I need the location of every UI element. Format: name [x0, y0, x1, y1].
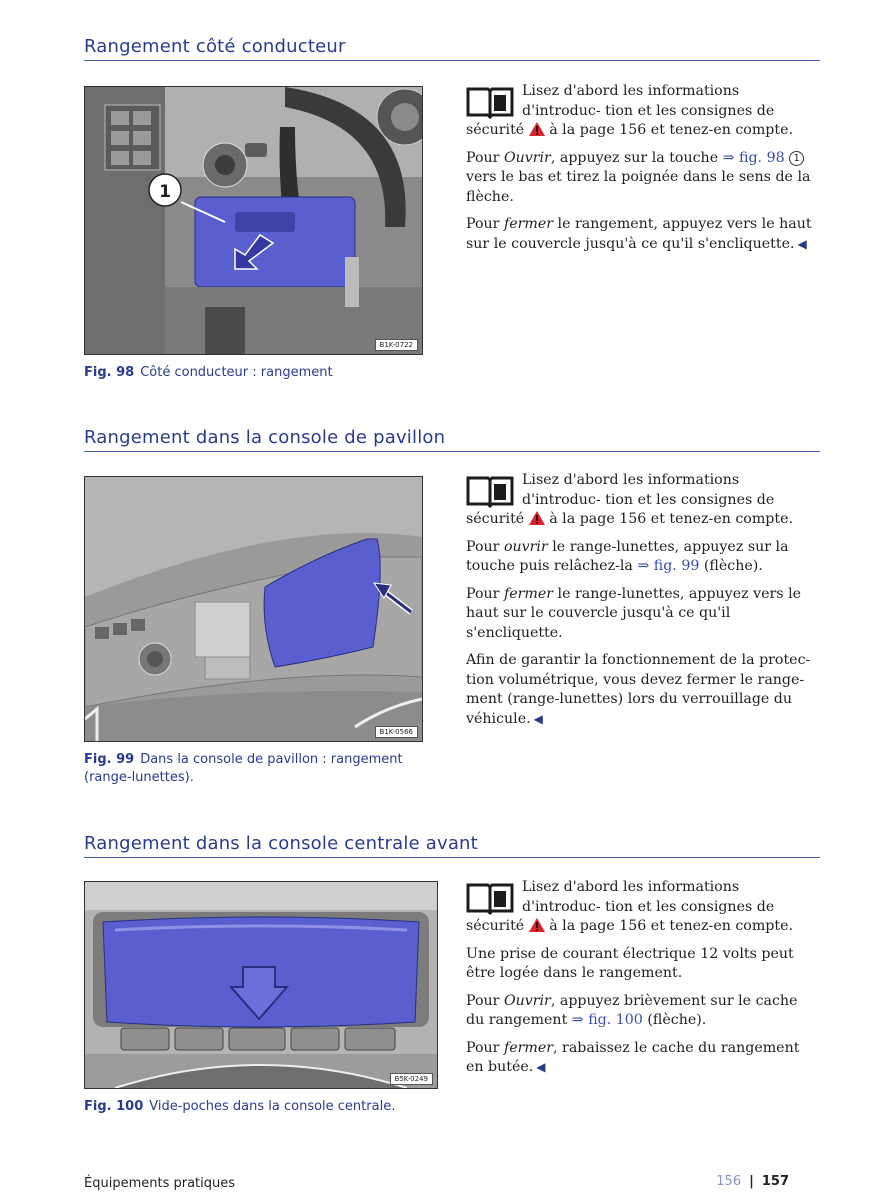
close-instructions: Pour fermer le rangement, appuyez vers le haut sur le couvercle jusqu'à ce qu'il s'encliquette. ◀ — [466, 216, 812, 252]
intro-paragraph: Lisez d'abord les informations d'introduc- tion et les consignes de sécurité à la page 156 et tenez-en compte. — [466, 83, 793, 138]
caption-text: Vide-poches dans la console centrale. — [149, 1099, 396, 1114]
figure-caption — [84, 364, 424, 382]
caption-text: Côté conducteur : rangement — [140, 365, 333, 380]
previous-page-number: 156 — [716, 1174, 742, 1189]
book-icon — [466, 881, 514, 915]
section-title-driver-side: Rangement côté conducteur — [84, 36, 820, 61]
warning-triangle-icon — [529, 918, 545, 932]
figure-reference-link[interactable]: ⇒ fig. 98 — [722, 149, 785, 166]
driver-side-storage-illustration — [85, 87, 422, 354]
figure-99 — [84, 476, 423, 742]
book-icon — [466, 474, 514, 508]
figure-number: Fig. 100 — [84, 1099, 144, 1114]
figure-number: Fig. 98 — [84, 365, 135, 380]
figure-number: Fig. 99 — [84, 752, 135, 767]
center-console-illustration — [85, 882, 437, 1088]
current-page-number: 157 — [761, 1174, 789, 1189]
close-instructions: Pour fermer, rabaissez le cache du rangement en butée. ◀ — [466, 1039, 800, 1075]
section-title-roof-console: Rangement dans la console de pavillon — [84, 427, 820, 452]
caption-text: Dans la console de pavillon : rangement (range-lunettes). — [84, 752, 403, 785]
page-separator: | — [749, 1174, 754, 1189]
open-instructions: Pour ouvrir le range-lunettes, appuyez sur la touche puis relâchez-la ⇒ fig. 99 (flèche). — [466, 538, 789, 574]
section-body-roof-console — [466, 471, 820, 737]
figure-code: B1K-0566 — [375, 726, 418, 738]
warning-triangle-icon — [529, 511, 545, 525]
end-of-section-icon: ◀ — [536, 1060, 546, 1074]
footer-chapter-title: Équipements pratiques — [84, 1176, 236, 1191]
figure-reference-link[interactable]: ⇒ fig. 100 — [571, 1012, 643, 1028]
section-body-driver-side — [466, 82, 820, 262]
open-instructions: Pour Ouvrir, appuyez brièvement sur le cache du rangement ⇒ fig. 100 (flèche). — [466, 992, 798, 1028]
figure-100 — [84, 881, 438, 1089]
callout-reference: 1 — [789, 151, 804, 166]
intro-paragraph: Lisez d'abord les informations d'introduc- tion et les consignes de sécurité à la page 156 et tenez-en compte. — [466, 472, 793, 527]
book-icon — [466, 85, 514, 119]
power-socket-note: Une prise de courant électrique 12 volts peut être logée dans le rangement. — [466, 945, 794, 981]
section-body-center-console — [466, 878, 820, 1086]
callout-1: 1 — [159, 182, 171, 202]
open-instructions: Pour Ouvrir, appuyez sur la touche ⇒ fig. 98 1 vers le bas et tirez la poignée dans le sens de la flèche. — [466, 149, 811, 205]
footer-page-numbers — [716, 1174, 789, 1189]
intro-paragraph: Lisez d'abord les informations d'introduc- tion et les consignes de sécurité à la page 156 et tenez-en compte. — [466, 879, 793, 934]
close-instructions: Pour fermer le range-lunettes, appuyez vers le haut sur le couvercle jusqu'à ce qu'il s'encliquette. — [466, 585, 801, 641]
warning-triangle-icon — [529, 122, 545, 136]
figure-code: B1K-0722 — [375, 339, 418, 351]
figure-caption — [84, 1098, 464, 1116]
figure-98 — [84, 86, 423, 355]
figure-code: B5K-0249 — [390, 1073, 433, 1085]
end-of-section-icon: ◀ — [797, 236, 807, 251]
roof-console-illustration — [85, 477, 422, 741]
end-of-section-icon: ◀ — [533, 711, 543, 726]
figure-reference-link[interactable]: ⇒ fig. 99 — [637, 558, 700, 574]
volumetric-protection-note: Afin de garantir la fonctionnement de la protec- tion volumétrique, vous devez fermer le range- ment (range-lunettes) lors du verrouillage du véhicule. ◀ — [466, 652, 811, 727]
section-title-center-console: Rangement dans la console centrale avant — [84, 833, 820, 858]
figure-caption — [84, 751, 424, 787]
